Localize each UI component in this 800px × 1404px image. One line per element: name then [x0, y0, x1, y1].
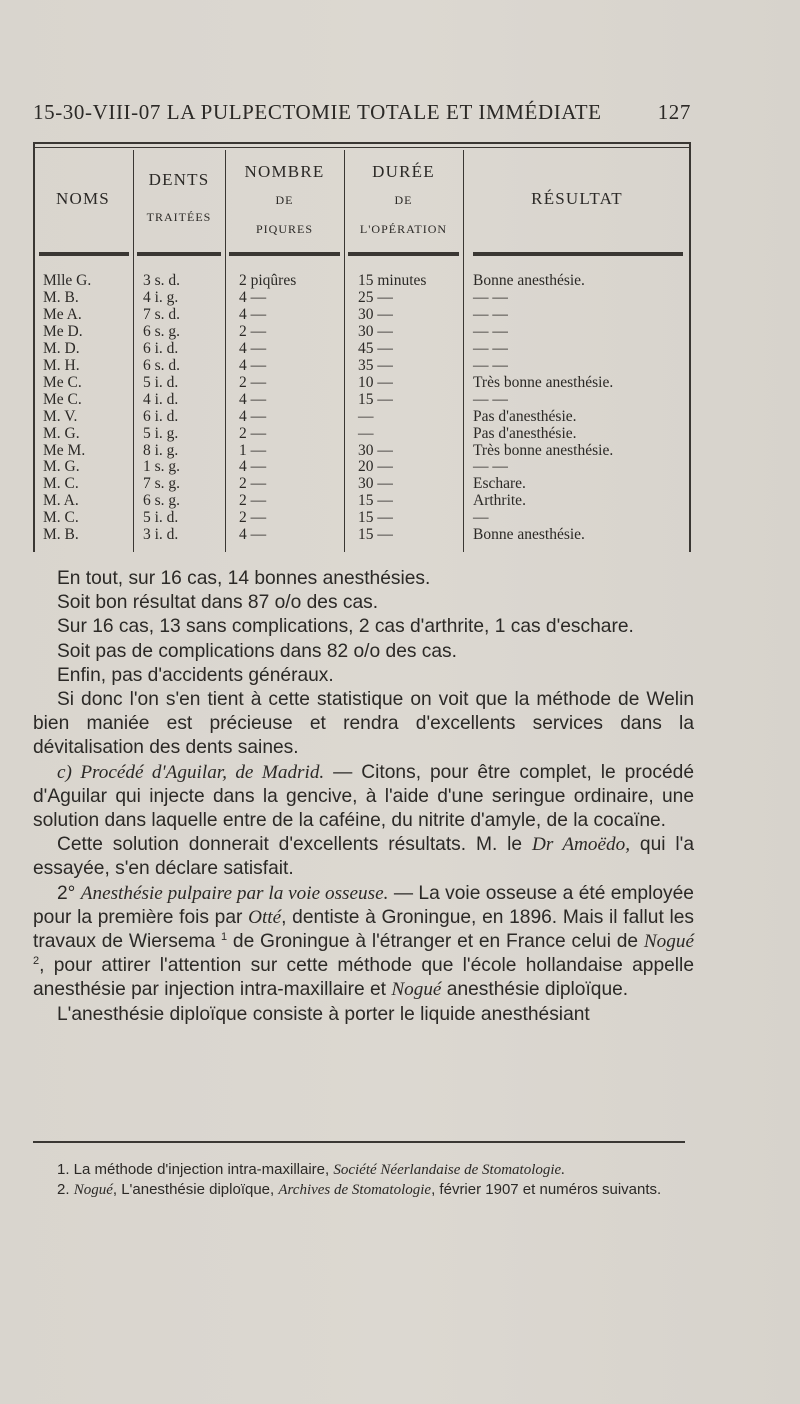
table-row [33, 340, 691, 357]
cell-duree: 15 — [358, 492, 393, 510]
cell-duree: 15 minutes [358, 272, 427, 289]
table-row [33, 272, 691, 289]
paragraph-voie-osseuse [33, 882, 694, 1003]
cell-dents: 7 s. d. [143, 305, 181, 323]
cell-duree: 15 — [358, 390, 393, 408]
paragraph: Si donc l'on s'en tient à cette statistique on voit que la méthode de Welin bien maniée est précieuse et rendra d'excellents services dans la dévitalisation des dents saines. [33, 689, 694, 759]
header-noms: NOMS [56, 189, 110, 208]
header-nombre-de: DE [275, 193, 294, 207]
footnote-text: , février 1907 et numéros suivants. [431, 1181, 662, 1198]
cell-piqures: 2 — [239, 509, 267, 527]
cell-nom: M. H. [43, 356, 80, 374]
cell-piqures: 4 — [239, 458, 267, 476]
cell-resultat: — — [473, 390, 508, 408]
cell-duree: 20 — [358, 458, 393, 476]
cell-dents: 3 s. d. [143, 272, 181, 289]
cell-piqures: 2 — [239, 322, 267, 340]
footnote-rule [33, 1141, 685, 1143]
cell-nom: Me A. [43, 305, 82, 323]
cell-dents: 6 s. g. [143, 322, 181, 340]
cell-dents: 4 i. d. [143, 390, 179, 408]
cell-nom: M. A. [43, 492, 79, 510]
footnote-2 [33, 1180, 694, 1200]
cell-nom: M. D. [43, 339, 80, 357]
table-top-rule [33, 142, 691, 144]
person-name: Nogué [391, 979, 442, 1001]
table-row [33, 509, 691, 526]
section-heading-italic: Anesthésie pulpaire par la voie osseuse. [80, 882, 389, 904]
header-duree: DURÉE [372, 162, 435, 181]
cell-resultat: — — [473, 458, 508, 476]
cell-piqures: 2 — [239, 492, 267, 510]
header-nombre: NOMBRE [244, 162, 325, 181]
cell-piqures: 4 — [239, 390, 267, 408]
table-row [33, 492, 691, 509]
paragraph-text: de Groningue à l'étranger et en France celui de [227, 931, 644, 953]
cell-resultat: — — [473, 288, 508, 306]
cell-dents: 6 i. d. [143, 339, 179, 357]
cell-duree: 15 — [358, 509, 393, 527]
person-name: Nogué [643, 931, 694, 953]
title-dr: Dr [532, 834, 554, 856]
cell-dents: 1 s. g. [143, 458, 181, 476]
table-row [33, 526, 691, 543]
header-rule [348, 252, 459, 256]
cell-nom: Mlle G. [43, 272, 92, 289]
author-name: Nogué [73, 1182, 113, 1198]
journal-title: Société Néerlandaise de Stomatologie. [333, 1162, 565, 1178]
cell-duree: 45 — [358, 339, 393, 357]
paragraph-text: qui l'a essayée, s'en déclare satisfait. [33, 834, 694, 880]
cell-piqures: 4 — [239, 305, 267, 323]
paragraph: Soit bon résultat dans 87 o/o des cas. [57, 592, 379, 614]
cell-piqures: 2 — [239, 475, 267, 493]
cell-nom: M. G. [43, 458, 80, 476]
cell-nom: M. C. [43, 509, 79, 527]
cell-dents: 5 i. d. [143, 509, 179, 527]
cell-duree: 25 — [358, 288, 393, 306]
cell-piqures: 2 piqûres [239, 272, 297, 289]
footnote-ref: 2 [33, 955, 40, 968]
cell-duree: 30 — [358, 475, 393, 493]
header-dents-sub: TRAITÉES [146, 210, 212, 224]
paragraph-text: — Citons, pour être complet, le procédé d'Aguilar qui injecte dans la gencive, à l'aide d'une seringue ordinaire, une solution dans laquelle entre de la caféine, du nitrite d'amyle, de la cocaïne. [33, 761, 694, 832]
table-row [33, 475, 691, 492]
cell-nom: Me C. [43, 373, 82, 391]
footnote-text: , L'anesthésie diploïque, [112, 1181, 279, 1198]
cell-piqures: 4 — [239, 339, 267, 357]
paragraph-text: — La voie osseuse a été employée pour la première fois par [33, 882, 694, 928]
cell-dents: 7 s. g. [143, 475, 181, 493]
cell-duree: — [358, 407, 374, 425]
cell-resultat: Très bonne anesthésie. [473, 373, 614, 391]
cell-duree: 35 — [358, 356, 393, 374]
journal-title: Archives de Stomatologie [278, 1182, 432, 1198]
paragraph: Enfin, pas d'accidents généraux. [57, 664, 334, 686]
header-rule [473, 252, 683, 256]
cell-nom: M. V. [43, 407, 78, 425]
paragraph-text: , pour attirer l'attention sur cette méthode que l'école hollandaise appelle anesthésie par injection intra-maxillaire et [33, 955, 694, 1001]
section-heading-italic: c) Procédé d'Aguilar, de Madrid. [57, 761, 325, 783]
cell-resultat: Pas d'anesthésie. [473, 424, 577, 442]
cell-dents: 6 s. d. [143, 356, 181, 374]
cell-dents: 3 i. d. [143, 526, 179, 544]
cell-dents: 4 i. g. [143, 288, 179, 306]
table-row [33, 289, 691, 306]
running-title: 15-30-VIII-07 LA PULPECTOMIE TOTALE ET IMMÉDIATE [33, 100, 602, 124]
table-top-rule-thin [33, 147, 691, 148]
cell-dents: 6 i. d. [143, 407, 179, 425]
person-name: Amoëdo, [553, 834, 631, 856]
cell-dents: 8 i. g. [143, 441, 179, 459]
table-row [33, 391, 691, 408]
table-row [33, 306, 691, 323]
section-number: 2° [57, 882, 81, 904]
cell-resultat: — — [473, 339, 508, 357]
header-nombre-piqures: PIQURES [255, 222, 313, 236]
cell-resultat: Très bonne anesthésie. [473, 441, 614, 459]
cell-dents: 6 s. g. [143, 492, 181, 510]
cell-nom: M. B. [43, 288, 79, 306]
cell-resultat: — — [473, 356, 508, 374]
cell-duree: 10 — [358, 373, 393, 391]
cell-resultat: Arthrite. [473, 492, 526, 510]
results-table [33, 142, 691, 552]
cell-nom: Me M. [43, 441, 86, 459]
cell-dents: 5 i. g. [143, 424, 179, 442]
cell-resultat: Bonne anesthésie. [473, 272, 585, 289]
paragraph: Sur 16 cas, 13 sans complications, 2 cas d'arthrite, 1 cas d'eschare. [57, 616, 634, 638]
paragraph: Soit pas de complications dans 82 o/o des cas. [57, 640, 457, 662]
cell-nom: Me C. [43, 390, 82, 408]
cell-duree: 15 — [358, 526, 393, 544]
cell-nom: M. C. [43, 475, 79, 493]
footnote-ref: 1 [220, 931, 228, 944]
cell-piqures: 4 — [239, 407, 267, 425]
header-dents: DENTS [148, 170, 210, 189]
header-duree-operation: L'OPÉRATION [359, 222, 448, 236]
header-rule [137, 252, 221, 256]
footnote-text: 2. [57, 1181, 74, 1198]
header-rule [39, 252, 129, 256]
paragraph: L'anesthésie diploïque consiste à porter le liquide anesthésiant [57, 1003, 590, 1025]
table-row [33, 374, 691, 391]
cell-resultat: — — [473, 322, 508, 340]
paragraph: En tout, sur 16 cas, 14 bonnes anesthésies. [57, 568, 431, 589]
header-duree-de: DE [394, 193, 413, 207]
paragraph-text: , dentiste à Groningue, en 1896. Mais il fallut les travaux de Wiersema [33, 906, 694, 953]
cell-dents: 5 i. d. [143, 373, 179, 391]
table-row [33, 442, 691, 459]
paragraph-text: Cette solution donnerait d'excellents résultats. M. le [57, 834, 532, 856]
person-name: Otté [248, 906, 282, 928]
paragraph-text: anesthésie diploïque. [441, 979, 629, 1001]
cell-duree: 30 — [358, 322, 393, 340]
table-row [33, 458, 691, 475]
cell-resultat: — — [473, 305, 508, 323]
cell-resultat: Pas d'anesthésie. [473, 407, 577, 425]
cell-resultat: Eschare. [473, 475, 526, 493]
body-text [33, 567, 694, 1027]
cell-piqures: 2 — [239, 373, 267, 391]
cell-resultat: — [473, 509, 489, 527]
footnote-1 [33, 1160, 694, 1180]
cell-piqures: 4 — [239, 526, 267, 544]
footnote-text: 1. La méthode d'injection intra-maxillaire, [57, 1161, 334, 1178]
cell-duree: — [358, 424, 374, 442]
cell-duree: 30 — [358, 441, 393, 459]
table-row [33, 425, 691, 442]
paragraph-aguilar [33, 761, 694, 834]
header-rule [229, 252, 340, 256]
paragraph-amoedo [33, 833, 694, 881]
cell-nom: M. G. [43, 424, 80, 442]
cell-piqures: 2 — [239, 424, 267, 442]
cell-nom: Me D. [43, 322, 83, 340]
footnotes [33, 1160, 694, 1200]
table-row [33, 357, 691, 374]
cell-piqures: 4 — [239, 356, 267, 374]
cell-piqures: 4 — [239, 288, 267, 306]
cell-resultat: Bonne anesthésie. [473, 526, 585, 544]
cell-duree: 30 — [358, 305, 393, 323]
cell-nom: M. B. [43, 526, 79, 544]
table-row [33, 323, 691, 340]
table-row [33, 408, 691, 425]
cell-piqures: 1 — [239, 441, 267, 459]
header-resultat: RÉSULTAT [531, 189, 623, 208]
page-number: 127 [657, 100, 691, 124]
